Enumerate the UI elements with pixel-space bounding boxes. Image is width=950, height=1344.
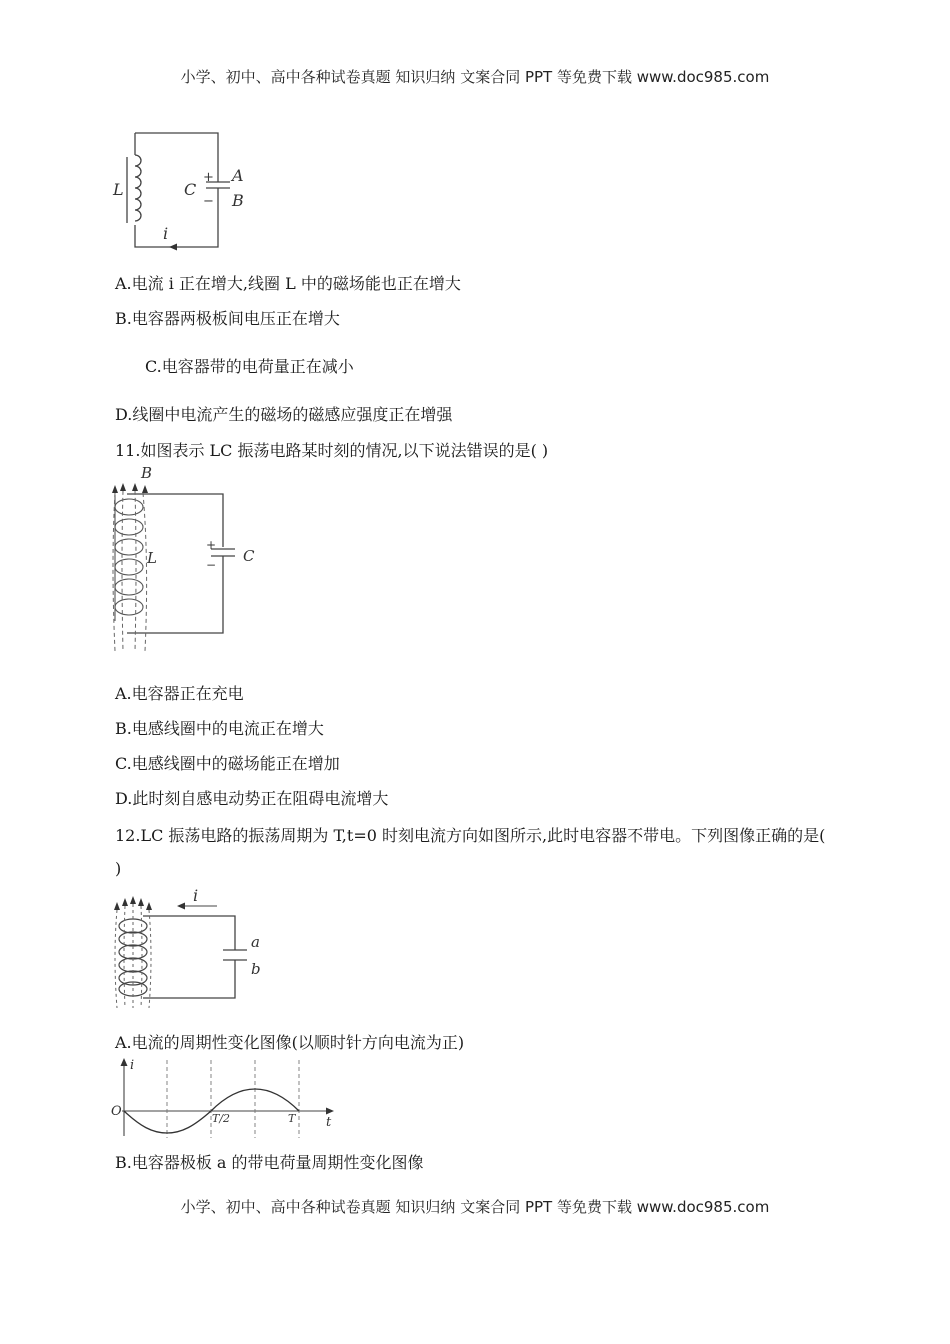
label-minus: − xyxy=(206,558,217,572)
label-i: i xyxy=(193,886,199,905)
label-plus: + xyxy=(206,538,217,552)
label-A: A xyxy=(232,166,244,185)
lc-circuit-figure-1 xyxy=(105,125,265,255)
circuit-wire xyxy=(135,133,218,171)
inductor-coil xyxy=(115,495,143,621)
label-b: b xyxy=(251,960,261,978)
page-footer: 小学、初中、高中各种试卷真题 知识归纳 文案合同 PPT 等免费下载 www.doc985.com xyxy=(180,1198,770,1216)
label-i: i xyxy=(130,1058,135,1073)
q12-stem-line2: ) xyxy=(115,859,122,878)
lc-circuit-figure-3 xyxy=(105,886,275,1011)
q10-option-a: A.电流 i 正在增大,线圈 L 中的磁场能也正在增大 xyxy=(115,274,461,293)
t-axis-arrow xyxy=(326,1108,334,1115)
label-i: i xyxy=(163,224,169,243)
label-t: t xyxy=(326,1115,332,1130)
label-origin: O xyxy=(111,1104,122,1119)
label-C: C xyxy=(243,547,255,565)
label-L: L xyxy=(113,180,124,199)
circuit-wire xyxy=(143,916,235,948)
q10-option-c: C.电容器带的电荷量正在减小 xyxy=(145,357,354,376)
label-C: C xyxy=(184,180,197,199)
q12-option-b: B.电容器极板 a 的带电荷量周期性变化图像 xyxy=(115,1153,424,1172)
q11-option-a: A.电容器正在充电 xyxy=(115,684,244,703)
label-plus: + xyxy=(203,170,214,185)
lc-circuit-figure-2 xyxy=(105,463,275,658)
label-B: B xyxy=(232,191,244,210)
label-B: B xyxy=(141,464,153,482)
q12-option-a: A.电流的周期性变化图像(以顺时针方向电流为正) xyxy=(115,1033,465,1052)
q10-option-b: B.电容器两极板间电压正在增大 xyxy=(115,309,340,328)
q10-option-d: D.线圈中电流产生的磁场的磁感应强度正在增强 xyxy=(115,405,453,424)
i-axis-arrow xyxy=(121,1058,128,1066)
label-period: T xyxy=(288,1112,296,1125)
q11-option-b: B.电感线圈中的电流正在增大 xyxy=(115,719,324,738)
label-a: a xyxy=(251,933,260,951)
page-header: 小学、初中、高中各种试卷真题 知识归纳 文案合同 PPT 等免费下载 www.doc985.com xyxy=(180,68,770,86)
q12-stem-line1: 12.LC 振荡电路的振荡周期为 T,t=0 时刻电流方向如图所示,此时电容器不带电。下列图像正确的是( xyxy=(115,826,826,845)
current-arrow xyxy=(169,244,177,251)
label-half-period: T/2 xyxy=(212,1112,231,1125)
q11-stem: 11.如图表示 LC 振荡电路某时刻的情况,以下说法错误的是( ) xyxy=(115,441,549,460)
current-arrow xyxy=(177,903,185,910)
label-L: L xyxy=(147,549,157,567)
current-time-graph xyxy=(108,1056,338,1141)
circuit-wire xyxy=(143,962,235,998)
q11-option-c: C.电感线圈中的磁场能正在增加 xyxy=(115,754,340,773)
q11-option-d: D.此时刻自感电动势正在阻碍电流增大 xyxy=(115,789,389,808)
inductor-coil xyxy=(135,155,141,221)
label-minus: − xyxy=(203,194,214,209)
